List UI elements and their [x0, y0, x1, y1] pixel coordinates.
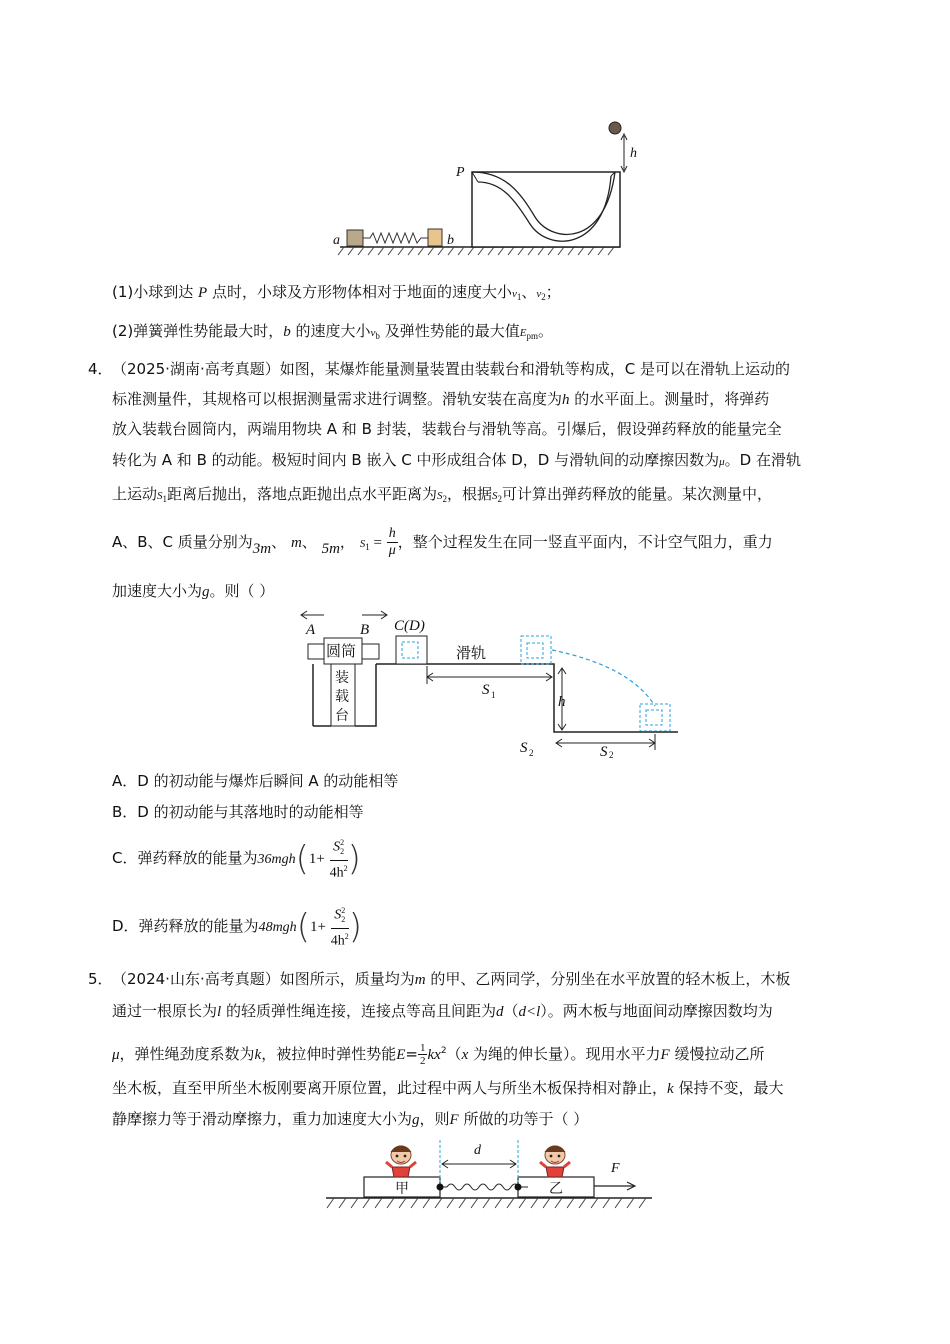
- block-B: [362, 644, 379, 659]
- q4-option-B[interactable]: B．D 的初动能与其落地时的动能相等: [112, 803, 364, 821]
- label-b: b: [447, 233, 454, 248]
- ball: [609, 122, 621, 134]
- fig-label-CD: C(D): [394, 618, 425, 634]
- ramp-body: [472, 172, 620, 247]
- platform: [313, 664, 678, 732]
- rail-label: 滑轨: [456, 644, 487, 662]
- board-yi-label: 乙: [549, 1181, 563, 1197]
- q4-line7: 加速度大小为g。则（ ）: [112, 582, 275, 600]
- q5-line2: 通过一根原长为l 的轻质弹性绳连接，连接点等高且间距为d（d<l）。两木板与地面间动摩擦因数均为: [112, 1002, 773, 1020]
- label-P: P: [456, 165, 465, 180]
- fig-S2-left: S: [520, 740, 528, 756]
- base-label-2: 载: [335, 689, 349, 705]
- q4-line1: （2025·湖南·高考真题）如图，某爆炸能量测量装置由装载台和滑轨等构成，C 是可以在滑轨上运动的: [112, 360, 790, 378]
- trajectory: [552, 650, 655, 706]
- q5-number: 5．: [88, 970, 113, 988]
- fig-label-A: A: [306, 622, 316, 638]
- q5-line4: 坐木板，直至甲所坐木板刚要离开原位置，此过程中两人与所坐木板保持相对静止，k 保持不变，最大: [112, 1079, 784, 1097]
- person-yi: [540, 1146, 570, 1177]
- label-h: h: [630, 146, 637, 161]
- fig-S2: S: [600, 744, 608, 760]
- block-b: [428, 229, 442, 246]
- fig1-ramp-diagram: [330, 112, 637, 260]
- fig-F: F: [611, 1161, 620, 1176]
- q3-sub1: (1)小球到达 P 点时，小球及方形物体相对于地面的速度大小$v_1$、$v_2$；: [112, 283, 561, 302]
- q5-line3: μ，弹性绳劲度系数为k，被拉伸时弹性势能E= $\frac{1}{2}$ $kx^2(x$ 为绳的伸长量）。现用水平力F 缓慢拉动乙所: [112, 1042, 765, 1067]
- fig-h: h: [558, 694, 566, 710]
- q4-option-D[interactable]: D．弹药释放的能量为48mgh(1+ $\frac{S^2_2}{4h^2}$ ): [112, 902, 362, 950]
- q4-line5: 上运动$S_1$距离后抛出，落地点距抛出点水平距离为$S_2$，根据$S_2$可计算出弹药释放的能量。某次测量中，: [112, 485, 773, 504]
- fig-S2-left-sub: 2: [529, 748, 534, 758]
- fig-S1: S: [482, 682, 490, 698]
- base-label-3: 台: [335, 708, 349, 724]
- person-jia: [386, 1146, 416, 1177]
- tube-label: 圆筒: [326, 642, 357, 660]
- fig-S2-sub: 2: [609, 750, 614, 760]
- block-CD: [396, 636, 427, 664]
- fig-d: d: [474, 1143, 481, 1158]
- base-label-1: 装: [335, 670, 349, 686]
- label-a: a: [333, 233, 340, 248]
- q5-line5: 静摩擦力等于滑动摩擦力，重力加速度大小为g，则F 所做的功等于（ ）: [112, 1110, 589, 1128]
- board-jia-label: 甲: [395, 1181, 409, 1197]
- q4-diagram: [300, 606, 685, 758]
- q4-option-A[interactable]: A．D 的初动能与爆炸后瞬间 A 的动能相等: [112, 772, 399, 790]
- q4-line3: 放入装载台圆筒内，两端用物块 A 和 B 封装，装载台与滑轨等高。引爆后，假设弹药释放的能量完全: [112, 420, 782, 438]
- fig-S1-sub: 1: [491, 690, 496, 700]
- q4-line4: 转化为 A 和 B 的动能。极短时间内 B 嵌入 C 中形成组合体 D，D 与滑轨间的动摩擦因数为μ。D 在滑轨: [112, 451, 801, 469]
- q4-line2: 标准测量件，其规格可以根据测量需求进行调整。滑轨安装在高度为h 的水平面上。测量时，将弹药: [112, 390, 770, 408]
- spring: [363, 233, 428, 243]
- fig-label-B: B: [360, 622, 370, 638]
- q5-line1: （2024·山东·高考真题）如图所示，质量均为m 的甲、乙两同学，分别坐在水平放置的轻木板上，木板: [112, 970, 791, 988]
- fraction-h-over-mu: $\frac{h}{\mu}$: [388, 526, 396, 558]
- block-a: [347, 230, 363, 246]
- q4-option-C[interactable]: C．弹药释放的能量为36mgh(1+ $\frac{S^2_2}{4h^2}$ ): [112, 834, 361, 882]
- q4-line6: A、B、C 质量分别为3m、 m、 5m， $S_1$ = $\frac{h}{\mu}$ ，整个过程发生在同一竖直平面内，不计空气阻力，重力: [112, 526, 773, 558]
- q5-diagram: [322, 1136, 657, 1212]
- q4-number: 4．: [88, 360, 113, 378]
- block-A: [308, 644, 325, 659]
- q3-sub2: (2)弹簧弹性势能最大时，b 的速度大小$v_b$ 及弹性势能的最大值$E_{pm}$。: [112, 322, 553, 341]
